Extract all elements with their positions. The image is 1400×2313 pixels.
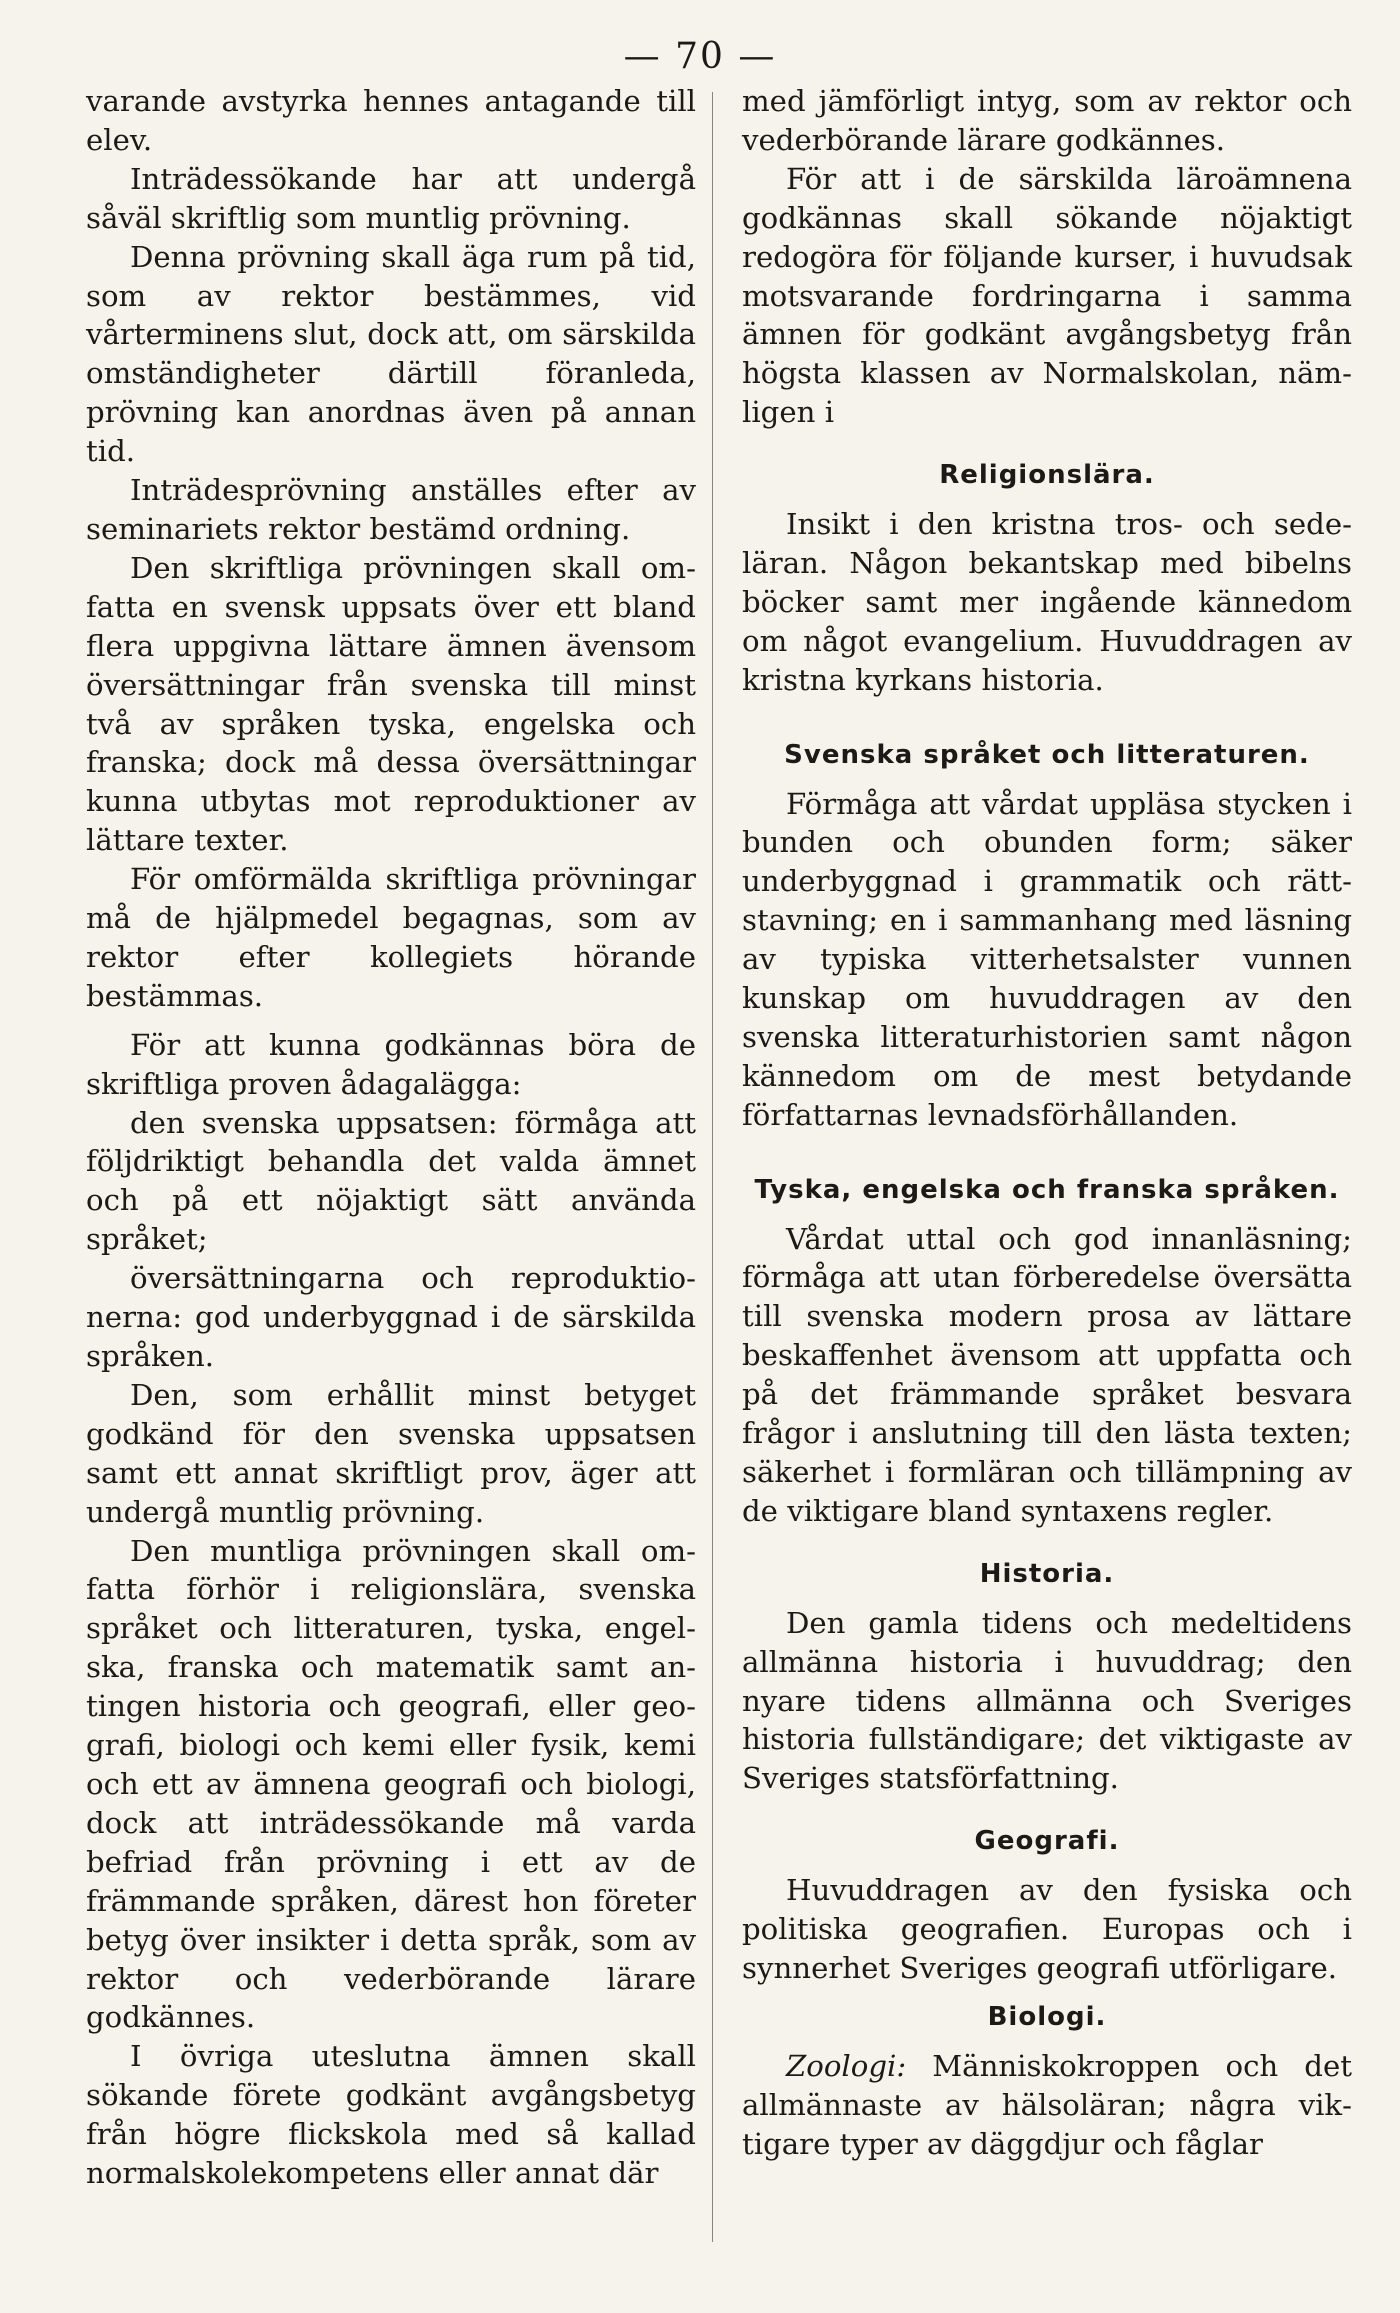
paragraph: Inträdessökande har att undergå såväl skriftlig som muntlig prövning.: [86, 161, 696, 235]
right-column: [742, 82, 1352, 2164]
section-heading-religionslara: Religionslära.: [939, 460, 1155, 491]
paragraph: med jämförligt intyg, som av rektor och vederbörande lärare godkännes.: [742, 84, 1352, 157]
left-column: [86, 82, 696, 2193]
section-heading-historia: Historia.: [979, 1558, 1115, 1589]
paragraph: Den muntliga prövningen skall omfatta förhör i religionslära, svenska språket och litteraturen, tyska, engelska, franska och matematik samt antingen historia och geografi, eller geografi, biologi och kemi eller fysik, kemi och ett av ämnena geografi och biologi, dock att inträdessökande må varda befriad från prövning i ett av de främmande språken, därest hon företer betyg över insikter i detta språk, som av rektor och vederbörande lärare godkännes.: [86, 1533, 696, 2035]
paragraph: För att i de särskilda läroämnena godkännas skall sökande nöjaktigt redogöra för följande kurser, i huvudsak motsvarande fordringarna i samma ämnen för godkänt avgångsbetyg från högsta klassen av Normalskolan, nämligen i: [742, 161, 1352, 430]
section-text: Människokroppen och det allmännaste av hälsoläran; några viktigare typer av däggdjur och fåglar: [742, 2048, 1352, 2161]
paragraph: I övriga uteslutna ämnen skall sökande förete godkänt avgångsbetyg från högre flickskola med så kallad normalskolekompetens eller annat där: [86, 2039, 696, 2191]
section-text-biologi: [742, 2047, 1352, 2164]
subsection-label-zoologi: Zoologi:: [786, 2048, 907, 2083]
column-divider: [712, 92, 713, 2242]
paragraph: Den skriftliga prövningen skall omfatta en svensk uppsats över ett bland flera uppgivna lättare ämnen ävensom översättningar från svenska till minst två av språken tyska, engelska och franska; dock må dessa översättningar kunna utbytas mot reproduktioner av lättare texter.: [86, 550, 696, 858]
page-number: — 70 —: [623, 36, 777, 77]
section-text: Förmåga att vårdat uppläsa stycken i bunden och obunden form; säker underbyggnad i grammatik och rättstavning; en i sammanhang med läsning av typiska vitterhetsalster vunnen kunskap om huvuddragen av den svenska litteraturhistorien samt någon kännedom om de mest betydande författarnas levnadsförhållanden.: [742, 786, 1352, 1132]
paragraph: För omförmälda skriftliga prövningar må de hjälpmedel begagnas, som av rektor efter kollegiets hörande bestämmas.: [86, 862, 696, 1013]
paragraph: den svenska uppsatsen: förmåga att följdriktigt behandla det valda ämnet och på ett nöjaktigt sätt använda språket;: [86, 1105, 696, 1257]
paragraph: För att kunna godkännas böra de skriftliga proven ådagalägga:: [86, 1027, 696, 1101]
section-heading-sprak: Tyska, engelska och franska språken.: [754, 1174, 1340, 1205]
section-heading-biologi: Biologi.: [987, 2001, 1107, 2032]
paragraph: Inträdesprövning anställes efter av seminariets rektor bestämd ordning.: [86, 473, 696, 546]
paragraph: Den, som erhållit minst betyget godkänd för den svenska uppsatsen samt ett annat skriftligt prov, äger att undergå muntlig prövning.: [86, 1377, 696, 1529]
section-heading-geografi: Geografi.: [974, 1826, 1120, 1857]
section-text: Huvuddragen av den fysiska och politiska geografien. Europas och i synnerhet Sveriges geografi utförligare.: [742, 1873, 1352, 1985]
section-text: Den gamla tidens och medeltidens allmänna historia i huvuddrag; den nyare tidens allmänna och Sveriges historia fullständigare; det viktigaste av Sveriges statsförfattning.: [742, 1605, 1352, 1796]
paragraph: Denna prövning skall äga rum på tid, som av rektor bestämmes, vid vårterminens slut, dock att, om särskilda omständigheter därtill föranleda, prövning kan anordnas även på annan tid.: [86, 239, 696, 469]
section-heading-svenska: Svenska språket och litteraturen.: [784, 739, 1310, 770]
section-text: Insikt i den kristna tros- och sedeläran. Någon bekantskap med bibelns böcker samt mer ingående kännedom om något evangelium. Huvuddragen av kristna kyrkans historia.: [742, 507, 1352, 697]
paragraph: översättningarna och reproduktionerna: god underbyggnad i de särskilda språken.: [86, 1261, 696, 1373]
paragraph: varande avstyrka hennes antagande till elev.: [86, 84, 696, 157]
section-text: Vårdat uttal och god innanläsning; förmåga att utan förberedelse översätta till svenska modern prosa av lättare beskaffenhet ävensom att uppfatta och på det främmande språket besvara frågor i anslutning till den lästa texten; säkerhet i formläran och tillämpning av de viktigare bland syntaxens regler.: [742, 1221, 1352, 1528]
